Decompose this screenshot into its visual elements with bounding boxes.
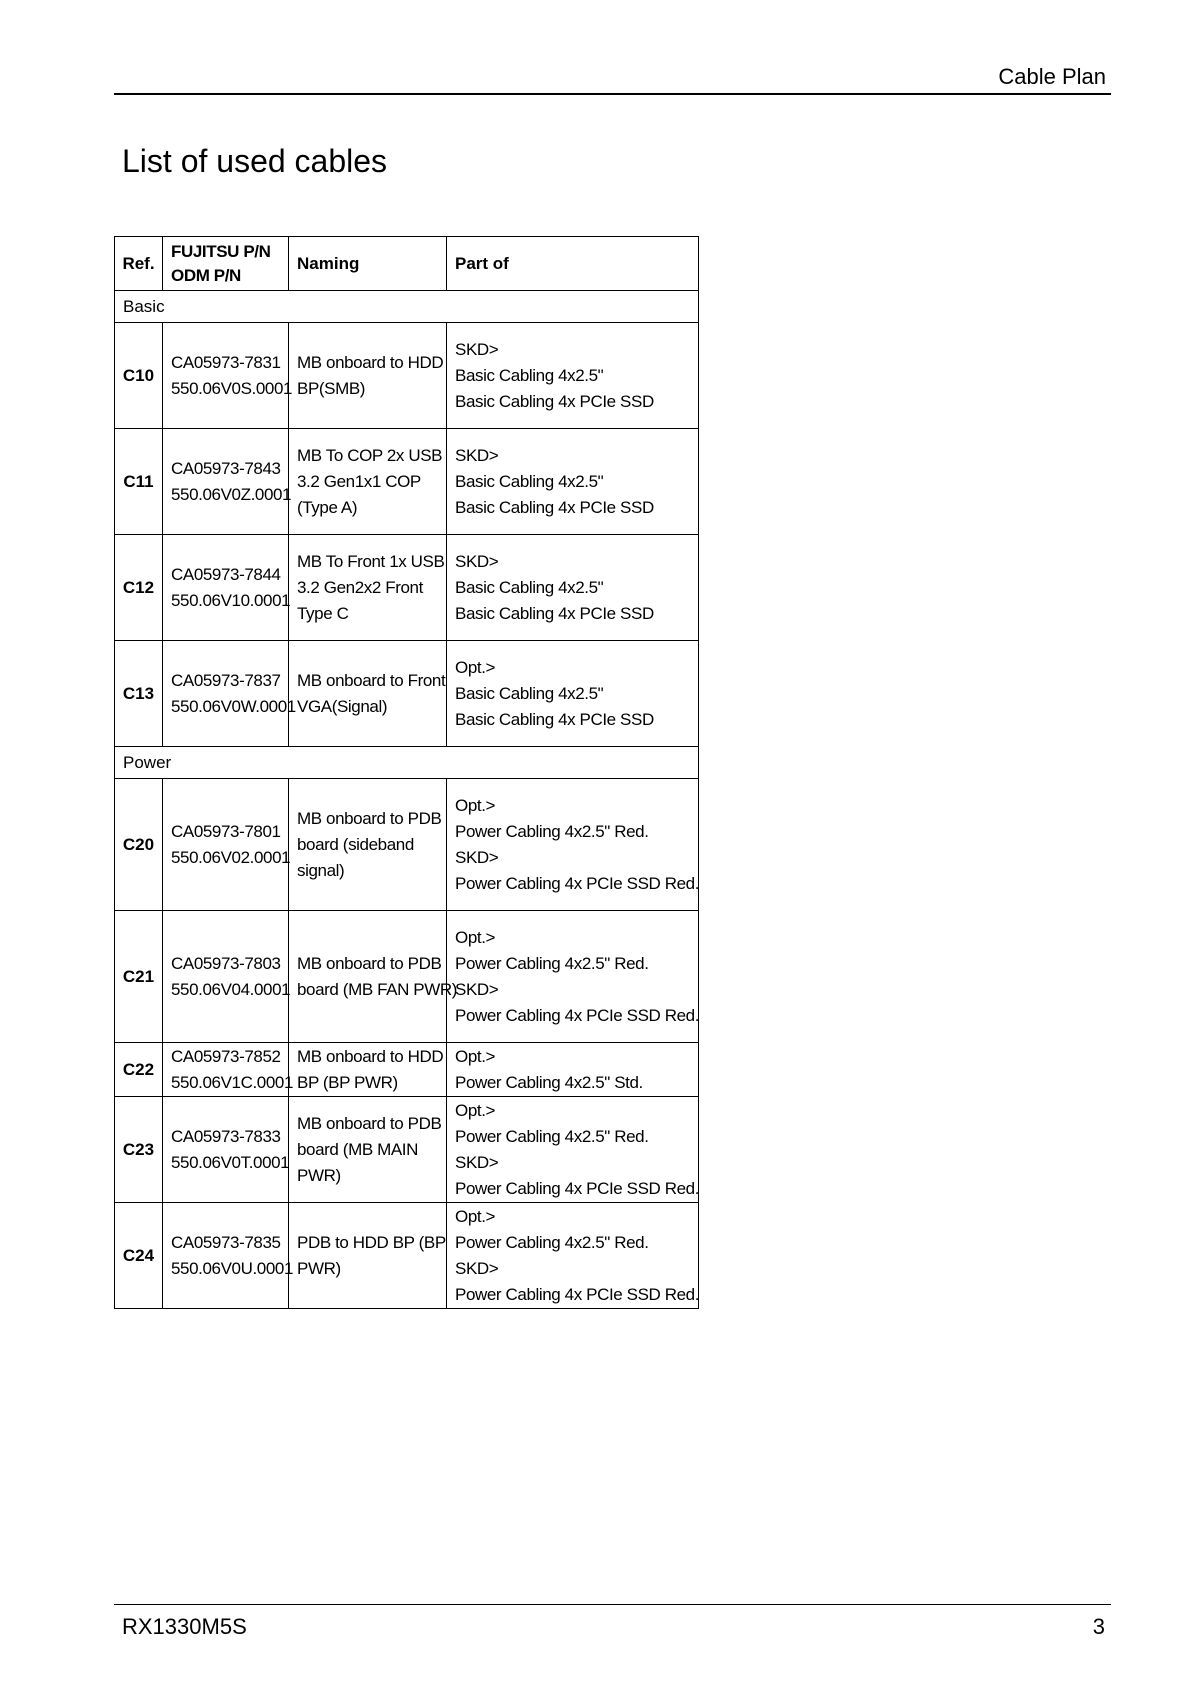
ref-cell: C22: [115, 1043, 163, 1097]
ref-cell: C10: [115, 323, 163, 429]
part-of-cell: [447, 323, 699, 429]
naming-line: (Type A): [297, 497, 358, 517]
part-of-cell: [447, 1203, 699, 1309]
naming-line: MB onboard to PDB: [297, 808, 442, 828]
part-of-line: Power Cabling 4x2.5" Red.: [455, 1232, 649, 1252]
part-of-line: Opt.>: [455, 795, 496, 815]
naming-cell: [289, 641, 447, 747]
table-body: [115, 291, 699, 1309]
ref-cell: C21: [115, 911, 163, 1043]
part-of-column-header: Part of: [447, 237, 699, 291]
part-number-cell: [163, 429, 292, 535]
naming-line: signal): [297, 860, 345, 880]
fujitsu-pn: CA05973-7843: [171, 458, 281, 478]
part-number-cell: [163, 1043, 294, 1097]
part-of-line: Basic Cabling 4x2.5": [455, 471, 604, 491]
fujitsu-pn: CA05973-7844: [171, 564, 281, 584]
pn-column-header: [163, 237, 289, 291]
part-of-line: SKD>: [455, 551, 499, 571]
naming-cell: [289, 535, 447, 641]
naming-line: 3.2 Gen2x2 Front: [297, 577, 423, 597]
naming-line: MB onboard to PDB: [297, 953, 442, 973]
naming-column-header: Naming: [289, 237, 447, 291]
part-number-cell: [163, 641, 296, 747]
footer-rule: [114, 1604, 1111, 1605]
odm-pn: 550.06V0U.0001: [171, 1258, 294, 1278]
page-header-title: Cable Plan: [998, 64, 1106, 89]
naming-line: MB onboard to HDD: [297, 352, 444, 372]
cables-table: [114, 236, 699, 1309]
ref-column-header: Ref.: [115, 237, 163, 291]
naming-cell: [289, 429, 447, 535]
part-of-line: SKD>: [455, 445, 499, 465]
table-row: [115, 641, 699, 747]
naming-line: BP (BP PWR): [297, 1072, 398, 1092]
part-of-cell: [447, 779, 699, 911]
naming-line: MB onboard to Front: [297, 670, 446, 690]
naming-line: Type C: [297, 603, 349, 623]
ref-cell: C11: [115, 429, 163, 535]
table-row: [115, 779, 699, 911]
part-of-line: Basic Cabling 4x2.5": [455, 577, 604, 597]
naming-line: MB To COP 2x USB: [297, 445, 443, 465]
part-of-line: SKD>: [455, 1152, 499, 1172]
part-of-cell: [447, 429, 699, 535]
naming-line: MB onboard to PDB: [297, 1113, 442, 1133]
odm-pn: 550.06V0T.0001: [171, 1152, 290, 1172]
part-of-cell: [447, 911, 699, 1043]
part-number-cell: [163, 911, 289, 1043]
part-of-line: Opt.>: [455, 657, 496, 677]
naming-line: PDB to HDD BP (BP: [297, 1232, 446, 1252]
part-number-cell: [163, 323, 293, 429]
section-label: Power: [115, 747, 699, 779]
table-row: [115, 1203, 699, 1309]
part-number-cell: [163, 779, 289, 911]
naming-line: PWR): [297, 1165, 341, 1185]
fujitsu-pn: CA05973-7803: [171, 953, 281, 973]
naming-cell: [289, 911, 457, 1043]
table-row: [115, 1097, 699, 1203]
fujitsu-pn: CA05973-7831: [171, 352, 281, 372]
odm-pn: 550.06V0Z.0001: [171, 484, 292, 504]
part-of-cell: [447, 535, 699, 641]
section-row: [115, 747, 699, 779]
part-of-line: Basic Cabling 4x PCIe SSD: [455, 603, 654, 623]
table-row: [115, 429, 699, 535]
naming-line: board (sideband: [297, 834, 414, 854]
naming-cell: [289, 1203, 447, 1309]
naming-line: board (MB FAN PWR): [297, 979, 457, 999]
header-rule: [114, 93, 1111, 95]
part-of-line: Power Cabling 4x PCIe SSD Red.: [455, 1178, 700, 1198]
footer-model: RX1330M5S: [122, 1614, 247, 1639]
fujitsu-pn: CA05973-7837: [171, 670, 281, 690]
part-number-cell: [163, 1097, 289, 1203]
table-row: [115, 535, 699, 641]
naming-line: VGA(Signal): [297, 696, 388, 716]
part-of-cell: [447, 641, 699, 747]
naming-line: PWR): [297, 1258, 341, 1278]
naming-cell: [289, 1097, 447, 1203]
section-label: Basic: [115, 291, 699, 323]
part-of-line: Power Cabling 4x PCIe SSD Red.: [455, 1005, 700, 1025]
part-of-line: Power Cabling 4x2.5" Red.: [455, 1126, 649, 1146]
ref-cell: C20: [115, 779, 163, 911]
naming-line: MB onboard to HDD: [297, 1046, 444, 1066]
odm-pn: 550.06V0W.0001: [171, 696, 296, 716]
fujitsu-pn-header: FUJITSU P/N: [171, 241, 271, 261]
part-of-line: Basic Cabling 4x2.5": [455, 365, 604, 385]
odm-pn: 550.06V04.0001: [171, 979, 291, 999]
part-of-line: Power Cabling 4x PCIe SSD Red.: [455, 873, 700, 893]
fujitsu-pn: CA05973-7801: [171, 821, 281, 841]
fujitsu-pn: CA05973-7852: [171, 1046, 281, 1066]
part-of-line: Opt.>: [455, 1046, 496, 1066]
part-of-line: Opt.>: [455, 927, 496, 947]
naming-line: BP(SMB): [297, 378, 366, 398]
section-row: [115, 291, 699, 323]
table-row: [115, 323, 699, 429]
part-number-cell: [163, 1203, 294, 1309]
part-of-line: SKD>: [455, 847, 499, 867]
odm-pn-header: ODM P/N: [171, 265, 241, 285]
ref-cell: C12: [115, 535, 163, 641]
odm-pn: 550.06V0S.0001: [171, 378, 293, 398]
fujitsu-pn: CA05973-7833: [171, 1126, 281, 1146]
part-of-line: Basic Cabling 4x PCIe SSD: [455, 391, 654, 411]
page-heading: List of used cables: [122, 143, 388, 179]
part-of-line: Basic Cabling 4x2.5": [455, 683, 604, 703]
naming-line: MB To Front 1x USB: [297, 551, 445, 571]
fujitsu-pn: CA05973-7835: [171, 1232, 281, 1252]
part-of-line: Power Cabling 4x PCIe SSD Red.: [455, 1284, 700, 1304]
part-of-line: Power Cabling 4x2.5" Red.: [455, 953, 649, 973]
part-of-line: Basic Cabling 4x PCIe SSD: [455, 497, 654, 517]
naming-cell: [289, 323, 447, 429]
part-of-line: Opt.>: [455, 1100, 496, 1120]
odm-pn: 550.06V1C.0001: [171, 1072, 294, 1092]
table-row: [115, 1043, 699, 1097]
part-of-line: SKD>: [455, 1258, 499, 1278]
table-row: [115, 911, 699, 1043]
ref-cell: C13: [115, 641, 163, 747]
part-of-line: Opt.>: [455, 1206, 496, 1226]
part-of-line: Basic Cabling 4x PCIe SSD: [455, 709, 654, 729]
ref-cell: C23: [115, 1097, 163, 1203]
part-of-cell: [447, 1043, 699, 1097]
part-of-line: Power Cabling 4x2.5" Std.: [455, 1072, 643, 1092]
part-of-cell: [447, 1097, 699, 1203]
table-header-row: [115, 237, 699, 291]
part-of-line: SKD>: [455, 979, 499, 999]
part-number-cell: [163, 535, 289, 641]
naming-line: board (MB MAIN: [297, 1139, 418, 1159]
odm-pn: 550.06V02.0001: [171, 847, 291, 867]
odm-pn: 550.06V10.0001: [171, 590, 291, 610]
part-of-line: SKD>: [455, 339, 499, 359]
naming-cell: [289, 1043, 447, 1097]
naming-cell: [289, 779, 447, 911]
footer-page-number: 3: [1092, 1614, 1105, 1639]
naming-line: 3.2 Gen1x1 COP: [297, 471, 421, 491]
ref-cell: C24: [115, 1203, 163, 1309]
part-of-line: Power Cabling 4x2.5" Red.: [455, 821, 649, 841]
